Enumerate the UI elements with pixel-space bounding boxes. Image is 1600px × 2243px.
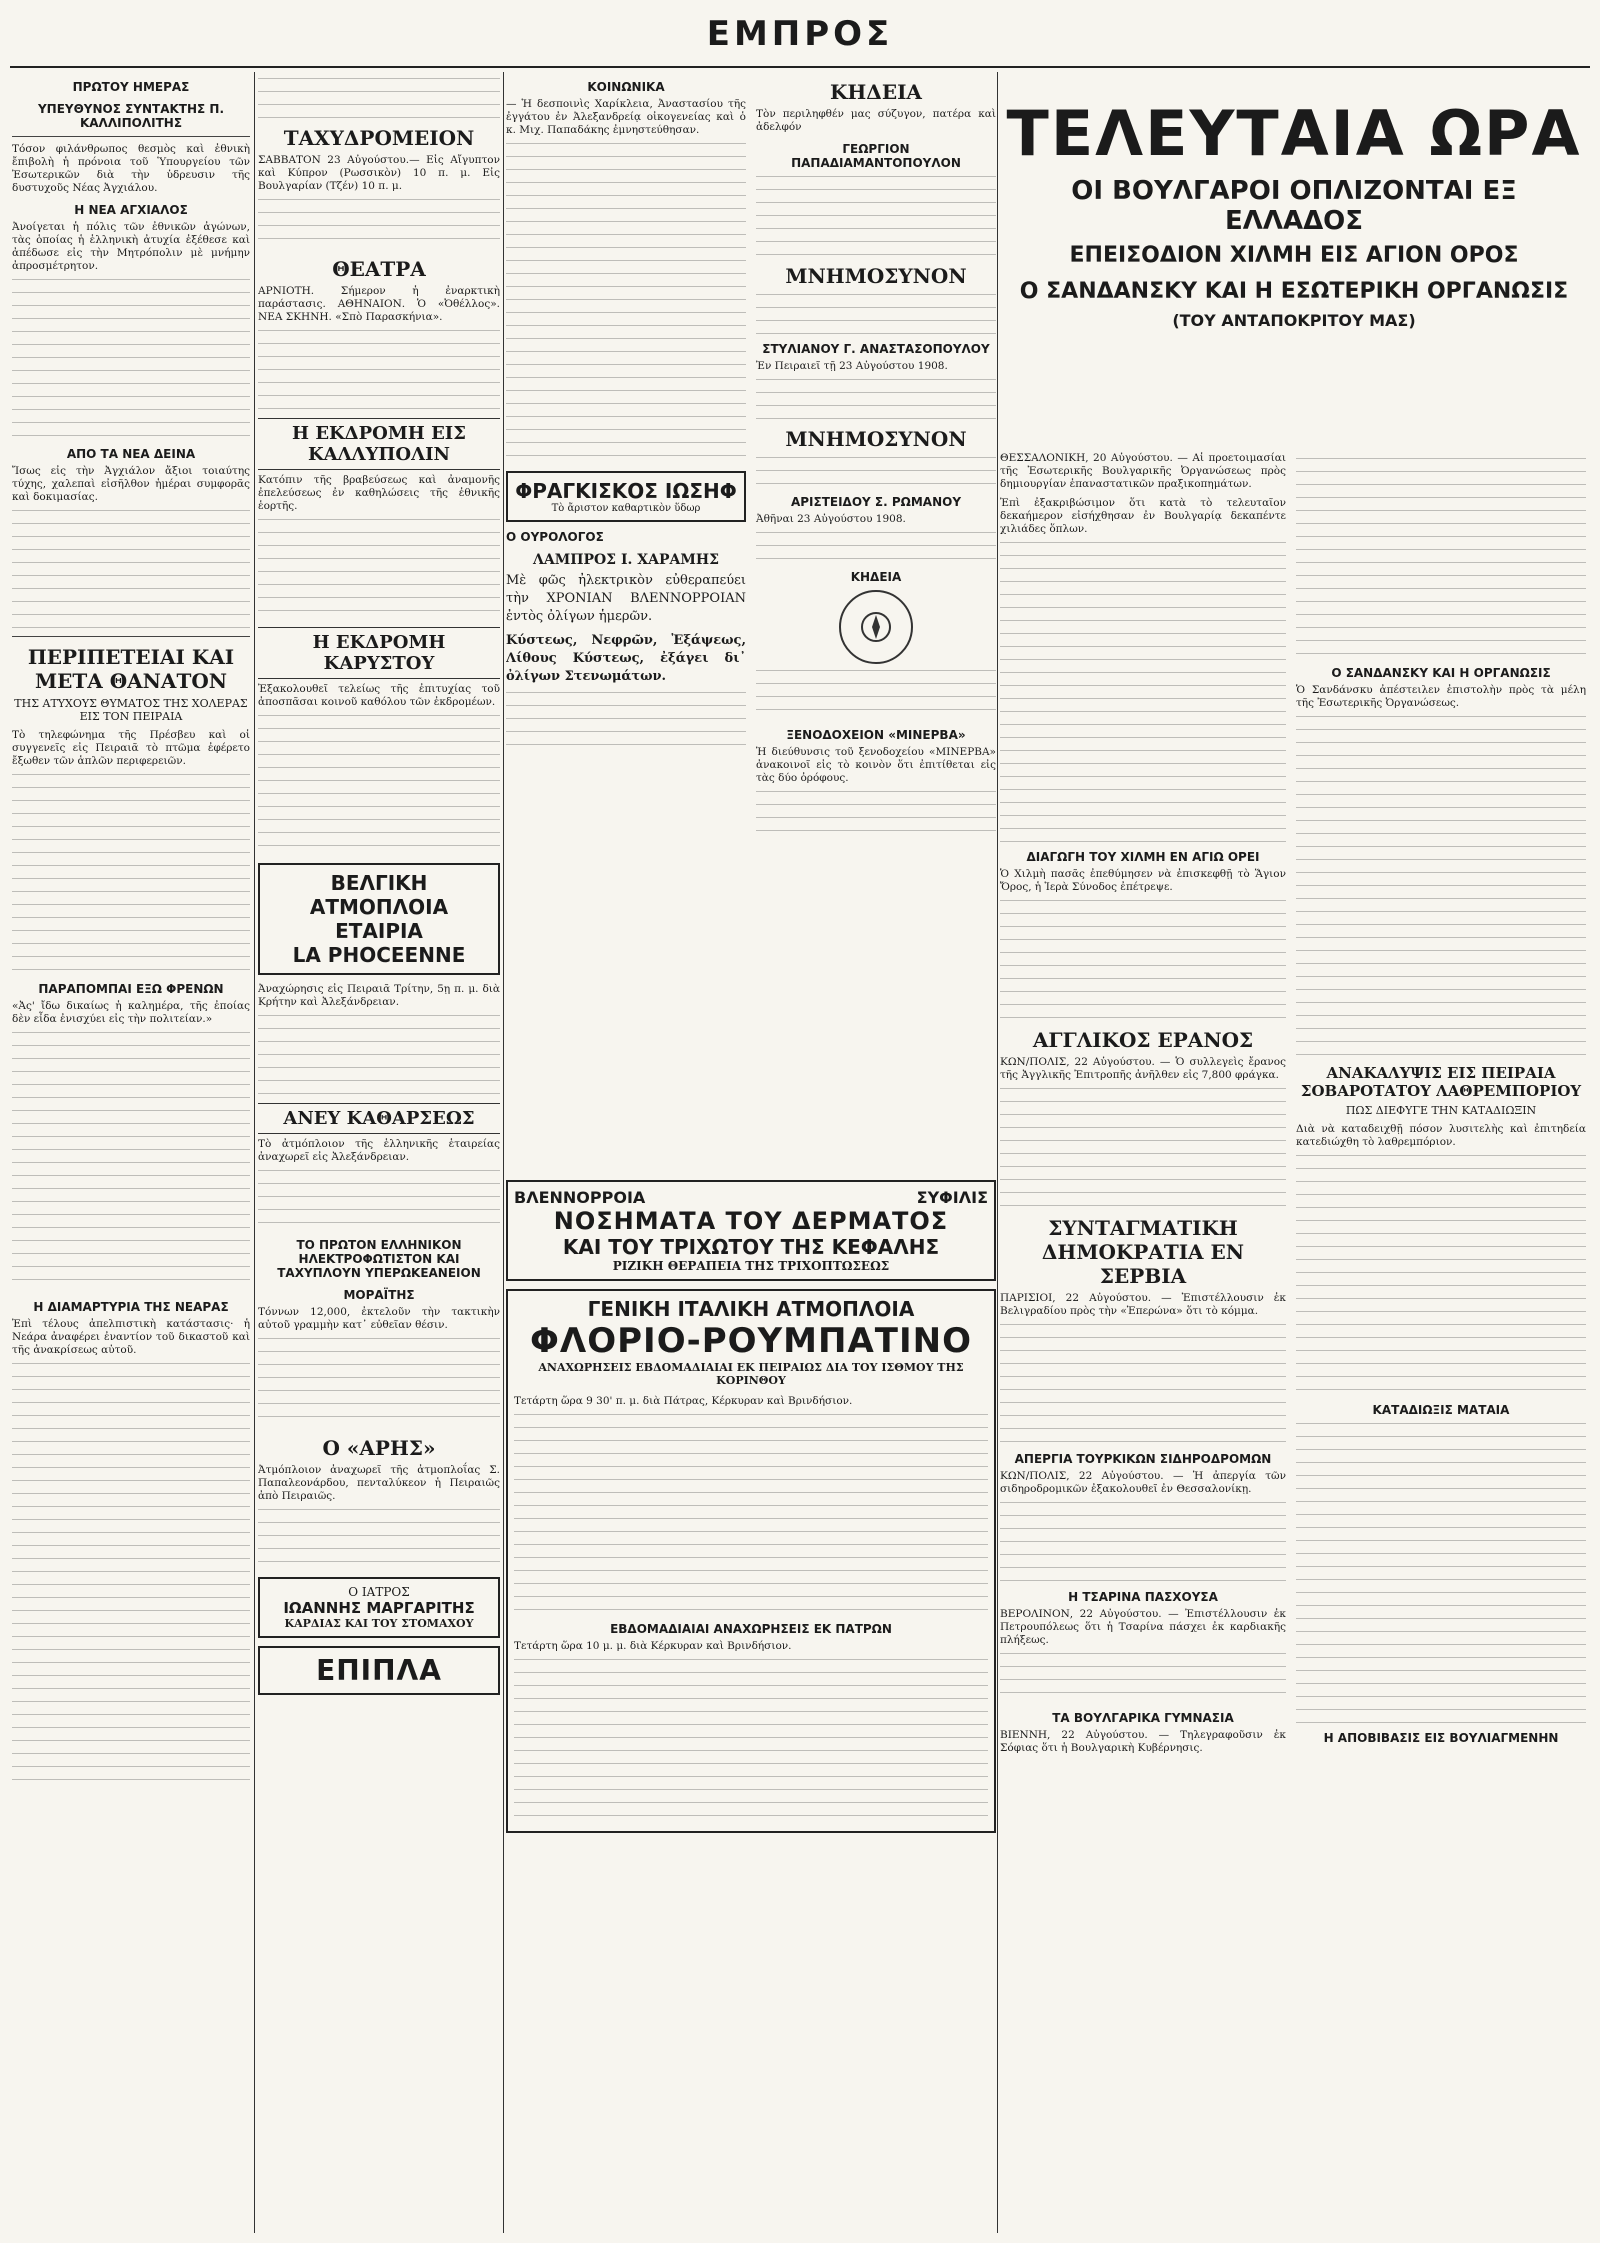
text-block: [12, 279, 250, 439]
article-headline: ΑΓΓΛΙΚΟΣ ΕΡΑΝΟΣ: [1032, 1028, 1254, 1052]
article-paragraph: Τόσον φιλάνθρωπος θεσμὸς καὶ ἐθνικὴ ἔπιβολὴ ἡ πρόνοια τοῦ Ὑπουργείου τῶν Ἐσωτερικῶν διὰ τὴν ὑδρευσιν τῆς δυστυχοῦς Νέας Ἀγχιάλου.: [12, 143, 250, 194]
text-block: [258, 78, 500, 118]
section-heading: ΚΗΔΕΙΑ: [850, 570, 902, 584]
section-heading: ΚΗΔΕΙΑ: [830, 80, 922, 104]
side-heading: Η ΑΠΟΒΙΒΑΣΙΣ ΕΙΣ ΒΟΥΛΙΑΓΜΕΝΗΝ: [1323, 1731, 1559, 1745]
text-block: [1296, 716, 1586, 1056]
article-headline: Η ΤΣΑΡΙΝΑ ΠΑΣΧΟΥΣΑ: [1068, 1590, 1218, 1604]
masthead-rule: [10, 66, 1590, 68]
ad-subheading: ΕΒΔΟΜΑΔΙΑΙΑΙ ΑΝΑΧΩΡΗΣΕΙΣ ΕΚ ΠΑΤΡΩΝ: [610, 1622, 892, 1636]
column-4: [1000, 72, 1588, 2232]
deceased-name: ΣΤΥΛΙΑΝΟΥ Γ. ΑΝΑΣΤΑΣΟΠΟΥΛΟΥ: [762, 342, 990, 356]
article-subheadline: ΠΩΣ ΔΙΕΦΥΓΕ ΤΗΝ ΚΑΤΑΔΙΩΞΙΝ: [1345, 1104, 1537, 1117]
article-paragraph: Ἐπὶ τέλους ἀπελπιστικὴ κατάστασις· ἡ Νεάρα ἀναφέρει ἐναντίον τοῦ δικαστοῦ καὶ τῆς ἀνακρίσεως αὐτοῦ.: [12, 1318, 250, 1356]
text-block: [258, 330, 500, 410]
text-block: [1000, 1653, 1286, 1703]
article-headline: ΣΥΝΤΑΓΜΑΤΙΚΗ ΔΗΜΟΚΡΑΤΙΑ ΕΝ ΣΕΡΒΙΑ: [1041, 1216, 1245, 1288]
column-1: [12, 72, 250, 2232]
text-block: [12, 1032, 250, 1292]
article-paragraph: ΚΩΝ/ΠΟΛΙΣ, 22 Αὐγούστου. — Ἡ ἀπεργία τῶν σιδηροδρομικῶν ἐξακολουθεῖ ἐν Θεσσαλονίκῃ.: [1000, 1470, 1286, 1495]
ad-label: Ο ΙΑΤΡΟΣ: [348, 1585, 410, 1599]
text-block: [1000, 542, 1286, 842]
deceased-name: ΑΡΙΣΤΕΙΔΟΥ Σ. ΡΩΜΑΝΟΥ: [790, 495, 962, 509]
article-headline: Η ΔΙΑΜΑΡΤΥΡΙΑ ΤΗΣ ΝΕΑΡΑΣ: [33, 1300, 229, 1314]
ad-title: ΕΠΙΠΛΑ: [316, 1654, 442, 1687]
article-paragraph: ΠΑΡΙΣΙΟΙ, 22 Αὐγούστου. — Ἐπιστέλλουσιν ἐκ Βελιγραδίου πρὸς τὴν «Ἐπερώνα» ὅτι τὸ κόμμα.: [1000, 1292, 1286, 1317]
article-paragraph: Ἀθῆναι 23 Αὐγούστου 1908.: [756, 513, 906, 525]
text-block: [258, 519, 500, 619]
text-block: [756, 791, 996, 831]
doctor-advertisement: [258, 1577, 500, 1638]
shipping-advertisement: [258, 863, 500, 975]
article-headline: Η ΕΚΔΡΟΜΗ ΕΙΣ ΚΑΛΛΥΠΟΛΙΝ: [258, 418, 500, 470]
text-block: [506, 143, 746, 463]
ad-subtitle: ΑΤΜΟΠΛΟΙΑ ΕΤΑΙΡΙΑ: [309, 895, 449, 943]
column-4-right: [1296, 452, 1586, 1749]
article-paragraph: Ἡ διεύθυνσις τοῦ ξενοδοχείου «ΜΙΝΕΡΒΑ» ἀνακοινοῖ εἰς τὸ κοινὸν ὅτι ἐπιτίθεται εἰς τὰς δύο ὀρόφους.: [756, 746, 996, 784]
ad-specialty: ΚΑΡΔΙΑΣ ΚΑΙ ΤΟΥ ΣΤΟΜΑΧΟΥ: [284, 1617, 474, 1630]
ad-term-right: ΣΥΦΙΛΙΣ: [916, 1188, 988, 1207]
article-headline: ΠΕΡΙΠΕΤΕΙΑΙ ΚΑΙ ΜΕΤΑ ΘΑΝΑΤΟΝ: [27, 645, 235, 693]
furniture-advertisement: [258, 1646, 500, 1695]
column-divider: [503, 72, 504, 2233]
article-paragraph: Τὸν περιληφθέν μας σύζυγον, πατέρα καὶ ἀδελφόν: [756, 108, 996, 133]
ad-paragraph: Τετάρτη ὥρα 10 μ. μ. διὰ Κέρκυραν καὶ Βρινδήσιον.: [514, 1640, 792, 1652]
article-headline: Ο «ΑΡΗΣ»: [322, 1436, 436, 1460]
column-divider: [254, 72, 255, 2233]
ad-subtitle: Τὸ ἄριστον καθαρτικὸν ὕδωρ: [551, 503, 701, 514]
mineral-water-advertisement: [506, 471, 746, 522]
text-block: [258, 715, 500, 855]
col1-head: ΠΡΩΤΟΥ ΗΜΕΡΑΣ: [72, 80, 190, 94]
text-block: [756, 670, 996, 720]
column-divider: [997, 72, 998, 2233]
banner-headline: ΤΕΛΕΥΤΑΙΑ ΩΡΑ: [1006, 97, 1582, 170]
side-heading: ΚΑΤΑΔΙΩΞΙΣ ΜΑΤΑΙΑ: [1372, 1403, 1510, 1417]
article-paragraph: ΘΕΣΣΑΛΟΝΙΚΗ, 20 Αὐγούστου. — Αἱ προετοιμασίαι τῆς Ἐσωτερικῆς Βουλγαρικῆς Ὀργανώσεως πρὸς δημιουργίαν ἐπαναστατικῶν πραξικοπημάτων.: [1000, 452, 1286, 490]
article-headline: ΠΑΡΑΠΟΜΠΑΙ ΕΞΩ ΦΡΕΝΩΝ: [38, 982, 224, 996]
divider: [12, 136, 250, 137]
text-block: [1000, 1502, 1286, 1582]
section-heading: ΤΑΧΥΔΡΟΜΕΙΟΝ: [283, 126, 475, 150]
article-paragraph: Τὸ ἀτμόπλοιον τῆς ἑλληνικῆς ἑταιρείας ἀναχωρεῖ εἰς Ἀλεξάνδρειαν.: [258, 1138, 500, 1163]
ad-title: ΒΕΛΓΙΚΗ: [330, 871, 428, 895]
article-paragraph: «Ἀς' ἴδω δικαίως ἡ καλημέρα, τῆς ἐποίας δὲν εἶδα ἐνισχύει εἰς τὴν πολιτείαν.»: [12, 1000, 250, 1025]
article-paragraph: Ἐπὶ ἐξακριβώσιμον ὅτι κατὰ τὸ τελευταῖον δεκαήμερον εἰσήχθησαν ἐν Βουλγαρίᾳ δεκαπέντε χιλιάδες ὅπλων.: [1000, 497, 1286, 535]
text-block: [1000, 900, 1286, 1020]
section-heading: ΘΕΑΤΡΑ: [332, 257, 426, 281]
article-paragraph: Τόννων 12,000, ἐκτελοῦν τὴν τακτικὴν αὐτοῦ γραμμὴν κατ᾽ εὐθεῖαν θέσιν.: [258, 1306, 500, 1331]
italian-shipping-advertisement: [506, 1289, 996, 1833]
article-paragraph: Μὲ φῶς ἠλεκτρικὸν εὐθεραπεύει τὴν ΧΡΟΝΙΑΝ ΒΛΕΝΝΟΡΡΟΙΑΝ ἐντὸς ὀλίγων ἡμερῶν.: [506, 573, 746, 624]
text-block: [756, 457, 996, 487]
article-headline: ΤΑ ΒΟΥΛΓΑΡΙΚΑ ΓΥΜΝΑΣΙΑ: [1052, 1711, 1234, 1725]
text-block: [258, 1509, 500, 1569]
hotel-heading: ΞΕΝΟΔΟΧΕΙΟΝ «ΜΙΝΕΡΒΑ»: [786, 728, 966, 742]
article-headline: ΑΝΑΚΑΛΥΨΙΣ ΕΙΣ ΠΕΙΡΑΙΑ ΣΟΒΑΡΟΤΑΤΟΥ ΛΑΘΡΕΜΠΟΡΙΟΥ: [1300, 1064, 1582, 1100]
section-heading: ΜΝΗΜΟΣΥΝΟΝ: [785, 264, 967, 288]
section-heading: ΚΟΙΝΩΝΙΚΑ: [587, 80, 665, 94]
correspondent-line: (ΤΟΥ ΑΝΤΑΠΟΚΡΙΤΟΥ ΜΑΣ): [1172, 311, 1416, 330]
column-3: [506, 72, 996, 2232]
side-heading: Η ΝΕΑ ΑΓΧΙΑΛΟΣ: [74, 203, 188, 217]
ad-title: ΝΟΣΗΜΑΤΑ ΤΟΥ ΔΕΡΜΑΤΟΣ: [553, 1207, 949, 1235]
column-4-left: [1000, 452, 1286, 1761]
column-3-left: [506, 72, 746, 758]
banner-subheadline: ΟΙ ΒΟΥΛΓΑΡΟΙ ΟΠΛΙΖΟΝΤΑΙ ΕΞ ΕΛΛΑΔΟΣ: [1071, 176, 1517, 236]
editor-line: ΥΠΕΥΘΥΝΟΣ ΣΥΝΤΑΚΤΗΣ Π. ΚΑΛΛΙΠΟΛΙΤΗΣ: [37, 102, 225, 130]
article-paragraph: ΒΕΡΟΛΙΝΟΝ, 22 Αὐγούστου. — Ἐπιστέλλουσιν ἐκ Πετρουπόλεως ὅτι ἡ Τσαρίνα πάσχει ἐκ καρδιακῆς πλήξεως.: [1000, 1608, 1286, 1646]
article-paragraph: Ἀνοίγεται ἡ πόλις τῶν ἐθνικῶν ἀγώνων, τὰς ὁποίας ἡ ἑλληνικὴ ἀτυχία ἐξέθεσε καὶ ἀπέδωσε εἰς τὴν Μητρόπολιν μὲ μνήμην ἀπροσμέτρητον.: [12, 221, 250, 272]
ad-title: ΦΡΑΓΚΙΣΚΟΣ ΙΩΣΗΦ: [515, 479, 737, 503]
ad-paragraph: Τετάρτη ὥρα 9 30' π. μ. διὰ Πάτρας, Κέρκυραν καὶ Βρινδήσιον.: [514, 1395, 853, 1407]
ad-brand: ΦΛΟΡΙΟ-ΡΟΥΜΠΑΤΙΝΟ: [530, 1321, 972, 1361]
ship-name: ΜΟΡΑΪΤΗΣ: [343, 1288, 415, 1302]
side-heading: ΔΙΑΓΩΓΗ ΤΟΥ ΧΙΛΜΗ ΕΝ ΑΓΙΩ ΟΡΕΙ: [1026, 850, 1260, 864]
ad-subtitle: ΑΝΑΧΩΡΗΣΕΙΣ ΕΒΔΟΜΑΔΙΑΙΑΙ ΕΚ ΠΕΙΡΑΙΩΣ ΔΙΑ ΤΟΥ ΙΣΘΜΟΥ ΤΗΣ ΚΟΡΙΝΘΟΥ: [538, 1361, 964, 1387]
text-block: [258, 1338, 500, 1428]
article-headline: ΑΝΕΥ ΚΑΘΑΡΣΕΩΣ: [258, 1103, 500, 1134]
deceased-name: ΓΕΩΡΓΙΟΝ ΠΑΠΑΔΙΑΜΑΝΤΟΠΟΥΛΟΝ: [791, 142, 961, 170]
text-block: [514, 1414, 988, 1614]
divider: [12, 636, 250, 637]
side-heading: ΑΠΟ ΤΑ ΝΕΑ ΔΕΙΝΑ: [66, 447, 196, 461]
article-paragraph: Κύστεως, Νεφρῶν, Ἐξάψεως, Λίθους Κύστεως, ἐξάγει δι᾽ ὀλίγων Στενωμάτων.: [506, 633, 746, 684]
article-headline: ΑΠΕΡΓΙΑ ΤΟΥΡΚΙΚΩΝ ΣΙΔΗΡΟΔΡΟΜΩΝ: [1014, 1452, 1272, 1466]
article-paragraph: — Ἡ δεσποινὶς Χαρίκλεια, Ἀναστασίου τῆς ἐγγάτου ἐν Ἀλεξανδρείᾳ οἰκογενείας καὶ ὁ κ. Μιχ. Παπαδάκης ἐμνηστεύθησαν.: [506, 98, 746, 136]
column-3-right: [756, 72, 996, 837]
article-paragraph: Ἴσως εἰς τὴν Ἀγχιάλον ἄξιοι τοιαύτης τύχης, χαλεπαὶ εἰσῆλθον ἡμέραι συμφορᾶς καὶ δοκιμασίας.: [12, 465, 250, 503]
text-block: [756, 176, 996, 256]
crest-icon: [839, 590, 913, 664]
article-headline: Η ΕΚΔΡΟΜΗ ΚΑΡΥΣΤΟΥ: [258, 627, 500, 679]
article-subheadline: ΤΗΣ ΑΤΥΧΟΥΣ ΘΥΜΑΤΟΣ ΤΗΣ ΧΟΛΕΡΑΣ ΕΙΣ ΤΟΝ ΠΕΙΡΑΙΑ: [14, 697, 248, 723]
article-paragraph: Ἐξακολουθεῖ τελείως τῆς ἐπιτυχίας τοῦ ἀποσπᾶσαι κοινοῦ καθόλου τῶν ἐκδρομέων.: [258, 683, 500, 708]
article-paragraph: Ἐν Πειραιεῖ τῇ 23 Αὐγούστου 1908.: [756, 360, 948, 372]
article-paragraph: Ὁ Σανδάνσκυ ἀπέστειλεν ἐπιστολὴν πρὸς τὰ μέλη τῆς Ἐσωτερικῆς Ὀργανώσεως.: [1296, 684, 1586, 709]
text-block: [514, 1659, 988, 1819]
column-3-wide-ads: [506, 1172, 996, 1841]
ad-name: ΙΩΑΝΝΗΣ ΜΑΡΓΑΡΙΤΗΣ: [283, 1599, 475, 1617]
banner-subheadline: ΕΠΕΙΣΟΔΙΟΝ ΧΙΛΜΗ ΕΙΣ ΑΓΙΟΝ ΟΡΟΣ: [1069, 243, 1519, 268]
column-2: [258, 72, 500, 2232]
text-block: [258, 1170, 500, 1230]
section-heading: Ο ΟΥΡΟΛΟΓΟΣ: [506, 530, 604, 544]
newspaper-title: ΕΜΠΡΟΣ: [706, 14, 894, 54]
text-block: [258, 1015, 500, 1095]
article-paragraph: ΚΩΝ/ΠΟΛΙΣ, 22 Αὐγούστου. — Ὁ συλλεγεὶς ἔρανος τῆς Ἀγγλικῆς Ἐπιτροπῆς ἀνῆλθεν εἰς 7,800 φράγκα.: [1000, 1056, 1286, 1081]
text-block: [506, 692, 746, 752]
article-paragraph: Ὁ Χιλμὴ πασᾶς ἐπεθύμησεν νὰ ἐπισκεφθῇ τὸ Ἅγιον Ὄρος, ἡ Ἱερὰ Σύνοδος ἐπέτρεψε.: [1000, 868, 1286, 893]
text-block: [1296, 458, 1586, 658]
ad-subtitle: ΚΑΙ ΤΟΥ ΤΡΙΧΩΤΟΥ ΤΗΣ ΚΕΦΑΛΗΣ: [562, 1235, 940, 1259]
text-block: [12, 774, 250, 974]
text-block: [258, 199, 500, 249]
side-heading: Ο ΣΑΝΔΑΝΣΚΥ ΚΑΙ Η ΟΡΓΑΝΩΣΙΣ: [1331, 666, 1551, 680]
section-heading: ΜΝΗΜΟΣΥΝΟΝ: [785, 427, 967, 451]
ad-term-left: ΒΛΕΝΝΟΡΡΟΙΑ: [514, 1188, 646, 1207]
article-paragraph: Κατόπιν τῆς βραβεύσεως καὶ ἀναμονῆς ἐπελεύσεως ἐν καθηλώσεις τῆς ἐθνικῆς ἑορτῆς.: [258, 474, 500, 512]
ad-title: ΓΕΝΙΚΗ ΙΤΑΛΙΚΗ ΑΤΜΟΠΛΟΙΑ: [587, 1297, 915, 1321]
banner-subheadline: Ο ΣΑΝΔΑΝΣΚΥ ΚΑΙ Η ΕΣΩΤΕΡΙΚΗ ΟΡΓΑΝΩΣΙΣ: [1019, 279, 1569, 304]
text-block: [12, 510, 250, 630]
text-block: [1000, 1088, 1286, 1208]
text-block: [12, 1363, 250, 1783]
text-block: [1000, 1324, 1286, 1444]
ad-brand: LA PHOCEENNE: [292, 943, 466, 967]
text-block: [1296, 1423, 1586, 1723]
text-block: [756, 532, 996, 562]
article-paragraph: Διὰ νὰ καταδειχθῇ πόσον λυσιτελὴς καὶ ἐπιτηδεία κατεδιώχθη τὸ λαθρεμπόριον.: [1296, 1123, 1586, 1148]
text-block: [756, 379, 996, 419]
ad-tagline: ΡΙΖΙΚΗ ΘΕΡΑΠΕΙΑ ΤΗΣ ΤΡΙΧΟΠΤΩΣΕΩΣ: [612, 1259, 890, 1273]
article-paragraph: Τὸ τηλεφώνημα τῆς Πρέσβευ καὶ οἱ συγγενεῖς εἰς Πειραιᾶ τὸ πτῶμα ἐφέρετο ἔξωθεν τῶν ἁπλῶν περιφερειῶν.: [12, 729, 250, 767]
medical-advertisement: [506, 1180, 996, 1281]
text-block: [1296, 1155, 1586, 1395]
article-paragraph: ΣΑΒΒΑΤΟΝ 23 Αὐγούστου.— Εἰς Αἴγυπτον καὶ Κύπρον (Ρωσσικὸν) 10 π. μ. Εἰς Βουλγαρίαν (Τζέν) 10 π. μ.: [258, 154, 500, 192]
article-paragraph: ΑΡΝΙΟΤΗ. Σήμερον ἡ ἐναρκτικὴ παράστασις. ΑΘΗΝΑΙΟΝ. Ὁ «Ὀθέλλος». ΝΕΑ ΣΚΗΝΗ. «Σπὸ Παρασκήνια».: [258, 285, 500, 323]
article-paragraph: ΒΙΕΝΝΗ, 22 Αὐγούστου. — Τηλεγραφοῦσιν ἐκ Σόφιας ὅτι ἡ Βουλγαρικὴ Κυβέρνησις.: [1000, 1729, 1286, 1754]
article-headline: ΤΟ ΠΡΩΤΟΝ ΕΛΛΗΝΙΚΟΝ ΗΛΕΚΤΡΟΦΩΤΙΣΤΟΝ ΚΑΙ ΤΑΧΥΠΛΟΥΝ ΥΠΕΡΩΚΕΑΝΕΙΟΝ: [277, 1238, 481, 1280]
article-paragraph: Ἀναχώρησις εἰς Πειραιᾶ Τρίτην, 5ῃ π. μ. διὰ Κρήτην καὶ Ἀλεξάνδρειαν.: [258, 983, 500, 1008]
text-block: [756, 294, 996, 334]
article-paragraph: Ἀτμόπλοιον ἀναχωρεῖ τῆς ἀτμοπλοΐας Σ. Παπαλεονάρδου, πενταλύκεον ἡ Πειραιῶς ἀπὸ Πειραιῶς.: [258, 1464, 500, 1502]
doctor-name: ΛΑΜΠΡΟΣ Ι. ΧΑΡΑΜΗΣ: [533, 552, 719, 568]
